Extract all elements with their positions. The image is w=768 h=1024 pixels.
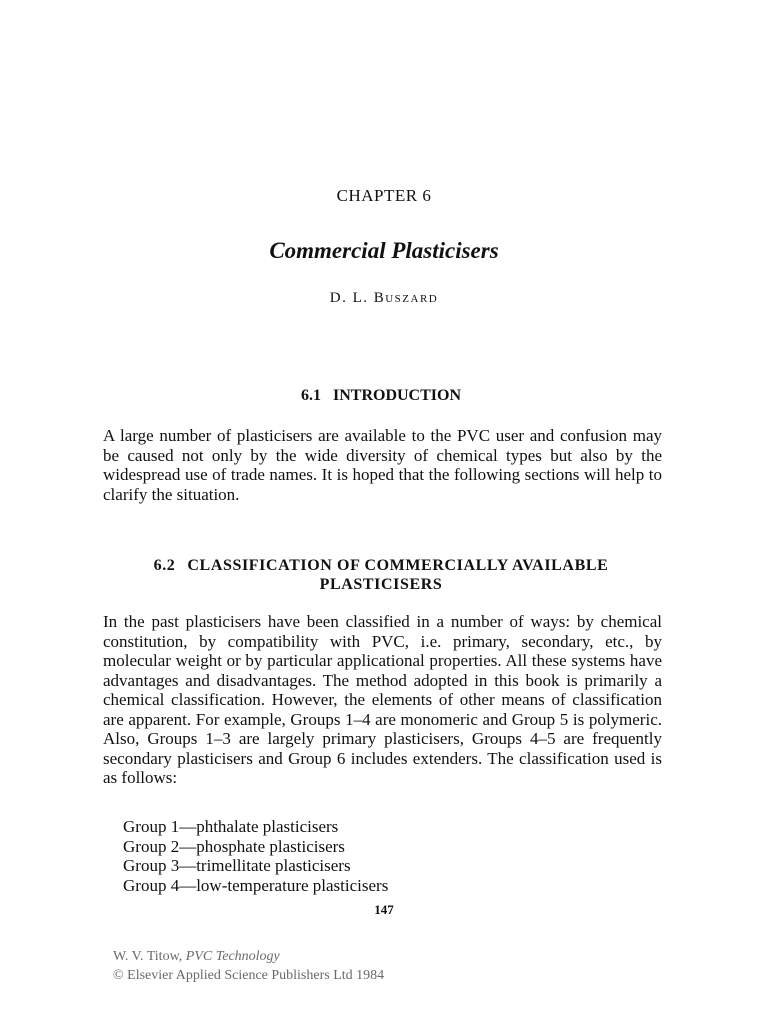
section-heading-introduction xyxy=(100,386,662,405)
section-heading-line-1 xyxy=(100,556,662,575)
chapter-author: D. L. Buszard xyxy=(329,290,439,306)
section-number: 6.1 xyxy=(300,387,321,404)
chapter-label: CHAPTER 6 xyxy=(336,186,432,205)
group-list xyxy=(123,817,388,895)
section-number: 6.2 xyxy=(153,557,176,574)
list-item: Group 2—phosphate plasticisers xyxy=(123,836,345,856)
list-item: Group 4—low-temperature plasticisers xyxy=(123,875,389,895)
list-item: Group 1—phthalate plasticisers xyxy=(123,817,339,836)
section-heading-classification xyxy=(100,556,662,594)
classification-paragraph: In the past plasticisers have been classified in a number of ways: by chemical constitution, by compatibility with PVC, i.e. primary, secondary, etc., by molecular weight or by particular applicational properties. All these systems have advantages and disadvantages. The method adopted in this book is primarily a chemical classification. However, the elements of other means of classification are apparent. For example, Groups 1–4 are monomeric and Group 5 is polymeric. Also, Groups 1–3 are largely primary plasticisers, Groups 4–5 are frequently secondary plasticisers and Group 6 includes extenders. The classification used is as follows: xyxy=(103,612,662,787)
footer-book-title: PVC Technology xyxy=(185,949,280,964)
footer xyxy=(113,947,384,985)
chapter-title: Commercial Plasticisers xyxy=(269,238,499,263)
footer-copyright: © Elsevier Applied Science Publishers Ltd 1984 xyxy=(113,968,385,983)
footer-citation xyxy=(113,947,384,966)
introduction-paragraph: A large number of plasticisers are available to the PVC user and confusion may be caused not only by the wide diversity of chemical types but also by the widespread use of trade names. It is hoped that the following sections will help to clarify the situation. xyxy=(103,426,662,504)
list-item: Group 3—trimellitate plasticisers xyxy=(123,856,351,875)
footer-author: W. V. Titow, xyxy=(113,949,186,964)
section-title: INTRODUCTION xyxy=(332,387,461,404)
page-number: 147 xyxy=(374,902,394,917)
section-heading-line-2: PLASTICISERS xyxy=(319,576,443,593)
section-title: CLASSIFICATION OF COMMERCIALLY AVAILABLE xyxy=(187,557,609,574)
